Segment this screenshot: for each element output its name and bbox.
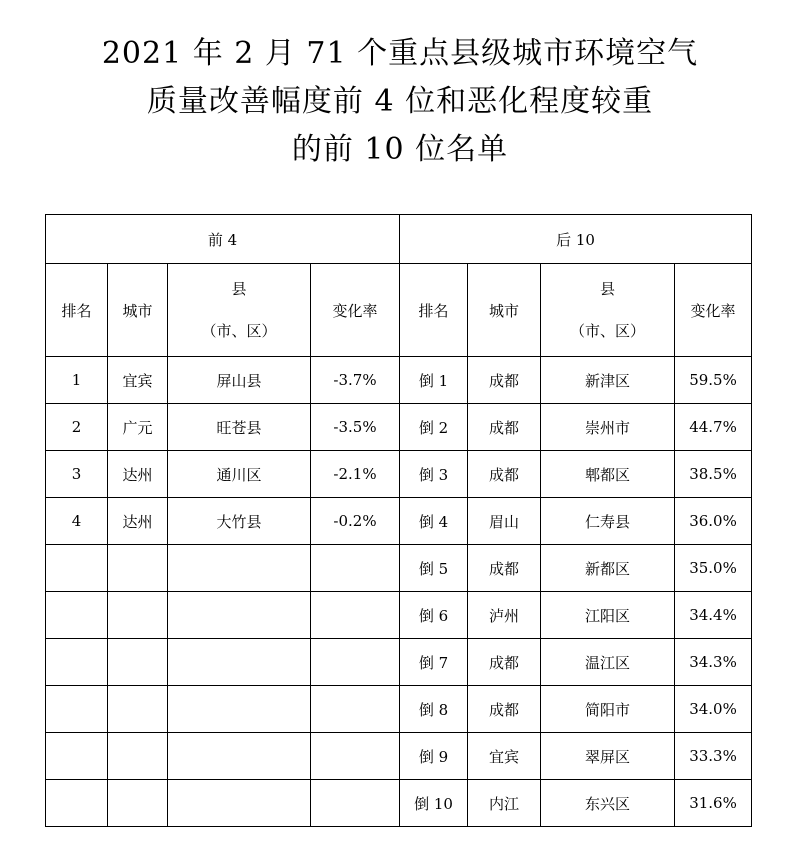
group-header-row: [46, 215, 752, 264]
top-city: 宜宾: [108, 357, 168, 404]
header-city-bottom: 城市: [468, 264, 541, 357]
table-row: [46, 639, 752, 686]
bottom-city: 眉山: [468, 498, 541, 545]
top-rank: 1: [46, 357, 108, 404]
empty-cell: [108, 592, 168, 639]
header-county: [168, 264, 311, 357]
empty-cell: [168, 780, 311, 827]
bottom-county: 温江区: [541, 639, 675, 686]
bottom-county: 新津区: [541, 357, 675, 404]
empty-cell: [168, 639, 311, 686]
bottom-rate: 35.0%: [675, 545, 752, 592]
bottom-county: 东兴区: [541, 780, 675, 827]
empty-cell: [311, 733, 400, 780]
title-line-3: 的前 10 位名单: [291, 132, 509, 167]
empty-cell: [311, 592, 400, 639]
top-rank: 2: [46, 404, 108, 451]
top-county: 屏山县: [168, 357, 311, 404]
bottom-city: 内江: [468, 780, 541, 827]
bottom-rank: 倒 7: [400, 639, 468, 686]
bottom-county: 仁寿县: [541, 498, 675, 545]
empty-cell: [108, 780, 168, 827]
top-rank: 3: [46, 451, 108, 498]
empty-cell: [46, 545, 108, 592]
empty-cell: [46, 592, 108, 639]
bottom-rate: 33.3%: [675, 733, 752, 780]
bottom-city: 宜宾: [468, 733, 541, 780]
header-county-line2: （市、区）: [201, 322, 277, 340]
group-header-bottom10: 后 10: [400, 215, 752, 264]
table-row: [46, 451, 752, 498]
top-city: 达州: [108, 451, 168, 498]
header-rate: 变化率: [311, 264, 400, 357]
bottom-rank: 倒 9: [400, 733, 468, 780]
empty-cell: [311, 639, 400, 686]
ranking-table: [45, 214, 752, 827]
bottom-city: 成都: [468, 404, 541, 451]
title-line-2: 质量改善幅度前 4 位和恶化程度较重: [146, 84, 654, 119]
top-rate: -0.2%: [311, 498, 400, 545]
empty-cell: [108, 545, 168, 592]
bottom-county: 翠屏区: [541, 733, 675, 780]
bottom-rate: 34.0%: [675, 686, 752, 733]
table-row: [46, 733, 752, 780]
title-line-1: 2021 年 2 月 71 个重点县级城市环境空气: [101, 36, 699, 71]
bottom-county: 新都区: [541, 545, 675, 592]
header-rate-bottom: 变化率: [675, 264, 752, 357]
bottom-city: 成都: [468, 686, 541, 733]
header-county-line1: 县: [231, 280, 247, 298]
column-header-row: [46, 264, 752, 357]
top-rate: -3.5%: [311, 404, 400, 451]
bottom-county: 江阳区: [541, 592, 675, 639]
bottom-city: 成都: [468, 545, 541, 592]
bottom-rate: 44.7%: [675, 404, 752, 451]
bottom-rank: 倒 2: [400, 404, 468, 451]
table-row: [46, 357, 752, 404]
top-rate: -3.7%: [311, 357, 400, 404]
bottom-rate: 36.0%: [675, 498, 752, 545]
bottom-county: 郫都区: [541, 451, 675, 498]
bottom-rank: 倒 10: [400, 780, 468, 827]
bottom-rank: 倒 5: [400, 545, 468, 592]
empty-cell: [46, 686, 108, 733]
table-row: [46, 592, 752, 639]
empty-cell: [311, 686, 400, 733]
bottom-rank: 倒 3: [400, 451, 468, 498]
top-city: 达州: [108, 498, 168, 545]
document-title: [0, 30, 800, 174]
header-county-bottom-line1: 县: [599, 280, 615, 298]
empty-cell: [108, 686, 168, 733]
bottom-city: 成都: [468, 451, 541, 498]
empty-cell: [46, 733, 108, 780]
empty-cell: [108, 733, 168, 780]
bottom-rank: 倒 1: [400, 357, 468, 404]
empty-cell: [108, 639, 168, 686]
table-row: [46, 404, 752, 451]
bottom-rate: 59.5%: [675, 357, 752, 404]
header-city: 城市: [108, 264, 168, 357]
header-county-bottom: [541, 264, 675, 357]
empty-cell: [46, 639, 108, 686]
top-county: 旺苍县: [168, 404, 311, 451]
empty-cell: [168, 545, 311, 592]
empty-cell: [311, 545, 400, 592]
bottom-city: 成都: [468, 639, 541, 686]
table-row: [46, 498, 752, 545]
bottom-rate: 34.4%: [675, 592, 752, 639]
empty-cell: [311, 780, 400, 827]
bottom-rank: 倒 4: [400, 498, 468, 545]
group-header-top4: 前 4: [46, 215, 400, 264]
bottom-city: 成都: [468, 357, 541, 404]
empty-cell: [46, 780, 108, 827]
bottom-rate: 34.3%: [675, 639, 752, 686]
header-rank: 排名: [46, 264, 108, 357]
empty-cell: [168, 686, 311, 733]
table-row: [46, 686, 752, 733]
bottom-rank: 倒 8: [400, 686, 468, 733]
header-county-bottom-line2: （市、区）: [569, 322, 645, 340]
empty-cell: [168, 733, 311, 780]
bottom-rate: 38.5%: [675, 451, 752, 498]
bottom-county: 崇州市: [541, 404, 675, 451]
top-county: 大竹县: [168, 498, 311, 545]
table-row: [46, 545, 752, 592]
top-rank: 4: [46, 498, 108, 545]
header-rank-bottom: 排名: [400, 264, 468, 357]
bottom-county: 简阳市: [541, 686, 675, 733]
bottom-city: 泸州: [468, 592, 541, 639]
empty-cell: [168, 592, 311, 639]
top-rate: -2.1%: [311, 451, 400, 498]
table-row: [46, 780, 752, 827]
top-county: 通川区: [168, 451, 311, 498]
bottom-rate: 31.6%: [675, 780, 752, 827]
top-city: 广元: [108, 404, 168, 451]
bottom-rank: 倒 6: [400, 592, 468, 639]
